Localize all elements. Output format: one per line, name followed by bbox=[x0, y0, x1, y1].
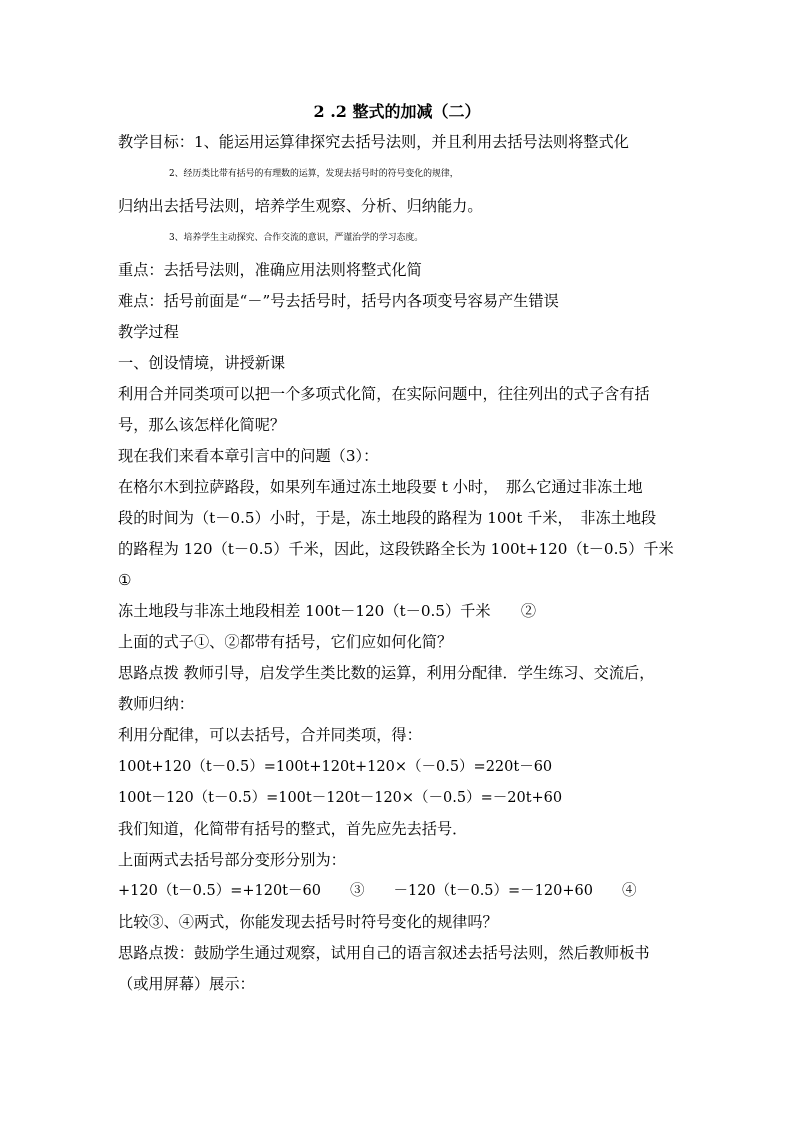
paragraph-line: 现在我们来看本章引言中的问题（3）： bbox=[118, 447, 379, 465]
objectives-line-2: 2、经历类比带有括号的有理数的运算，发现去括号时的符号变化的规律， bbox=[169, 169, 459, 179]
section-heading: 一、创设情境，讲授新课 bbox=[118, 354, 286, 372]
equation-marker-1: ① bbox=[118, 571, 132, 589]
equation-line-1: 100t+120（t－0.5）=100t+120t+120×（－0.5）=220t－60 bbox=[118, 759, 553, 775]
paragraph-line: 比较③、④两式，你能发现去括号时符号变化的规律吗？ bbox=[118, 913, 498, 931]
objectives-line-2-cont: 归纳出去括号法则，培养学生观察、分析、归纳能力。 bbox=[118, 197, 483, 215]
objectives-line-3: 3、培养学生主动探究、合作交流的意识，严谨治学的学习态度。 bbox=[169, 233, 424, 243]
paragraph-line: 上面的式子①、②都带有括号，它们应如何化简？ bbox=[118, 633, 453, 651]
paragraph-line: （或用屏幕）展示： bbox=[118, 975, 255, 993]
process-heading: 教学过程 bbox=[118, 323, 179, 341]
paragraph-line: 思路点拨 教师引导，启发学生类比数的运算，利用分配律．学生练习、交流后， bbox=[118, 664, 655, 682]
equation-line-3: +120（t－0.5）=+120t－60 ③ －120（t－0.5）=－120+60 ④ bbox=[118, 883, 637, 899]
paragraph-line: 教师归纳： bbox=[118, 695, 194, 713]
paragraph-line: 号，那么该怎样化简呢？ bbox=[118, 416, 286, 434]
objectives-line-1: 教学目标：1、能运用运算律探究去括号法则，并且利用去括号法则将整式化 bbox=[118, 133, 629, 151]
paragraph-line: 冻土地段与非冻土地段相差 100t－120（t－0.5）千米 ② bbox=[118, 602, 537, 620]
difficulty-line: 难点：括号前面是“－”号去括号时，括号内各项变号容易产生错误 bbox=[118, 292, 559, 310]
key-point-line: 重点：去括号法则，准确应用法则将整式化简 bbox=[118, 261, 422, 279]
paragraph-line: 利用分配律，可以去括号，合并同类项，得： bbox=[118, 726, 422, 744]
document-title: 2 .2 整式的加减（二） bbox=[313, 102, 481, 121]
paragraph-line: 思路点拨：鼓励学生通过观察，试用自己的语言叙述去括号法则，然后教师板书 bbox=[118, 944, 650, 962]
paragraph-line: 在格尔木到拉萨路段，如果列车通过冻土地段要 t 小时， 那么它通过非冻土地 bbox=[118, 478, 643, 496]
equation-line-2: 100t－120（t－0.5）=100t－120t－120×（－0.5）=－20t+60 bbox=[118, 790, 563, 806]
paragraph-line: 利用合并同类项可以把一个多项式化简，在实际问题中，往往列出的式子含有括 bbox=[118, 385, 650, 403]
paragraph-line: 我们知道，化简带有括号的整式，首先应先去括号． bbox=[118, 820, 468, 838]
paragraph-line: 上面两式去括号部分变形分别为： bbox=[118, 851, 346, 869]
paragraph-line: 段的时间为（t－0.5）小时，于是，冻土地段的路程为 100t 千米， 非冻土地段 bbox=[118, 509, 657, 527]
paragraph-line: 的路程为 120（t－0.5）千米，因此，这段铁路全长为 100t+120（t－0.5）千米 bbox=[118, 540, 674, 558]
